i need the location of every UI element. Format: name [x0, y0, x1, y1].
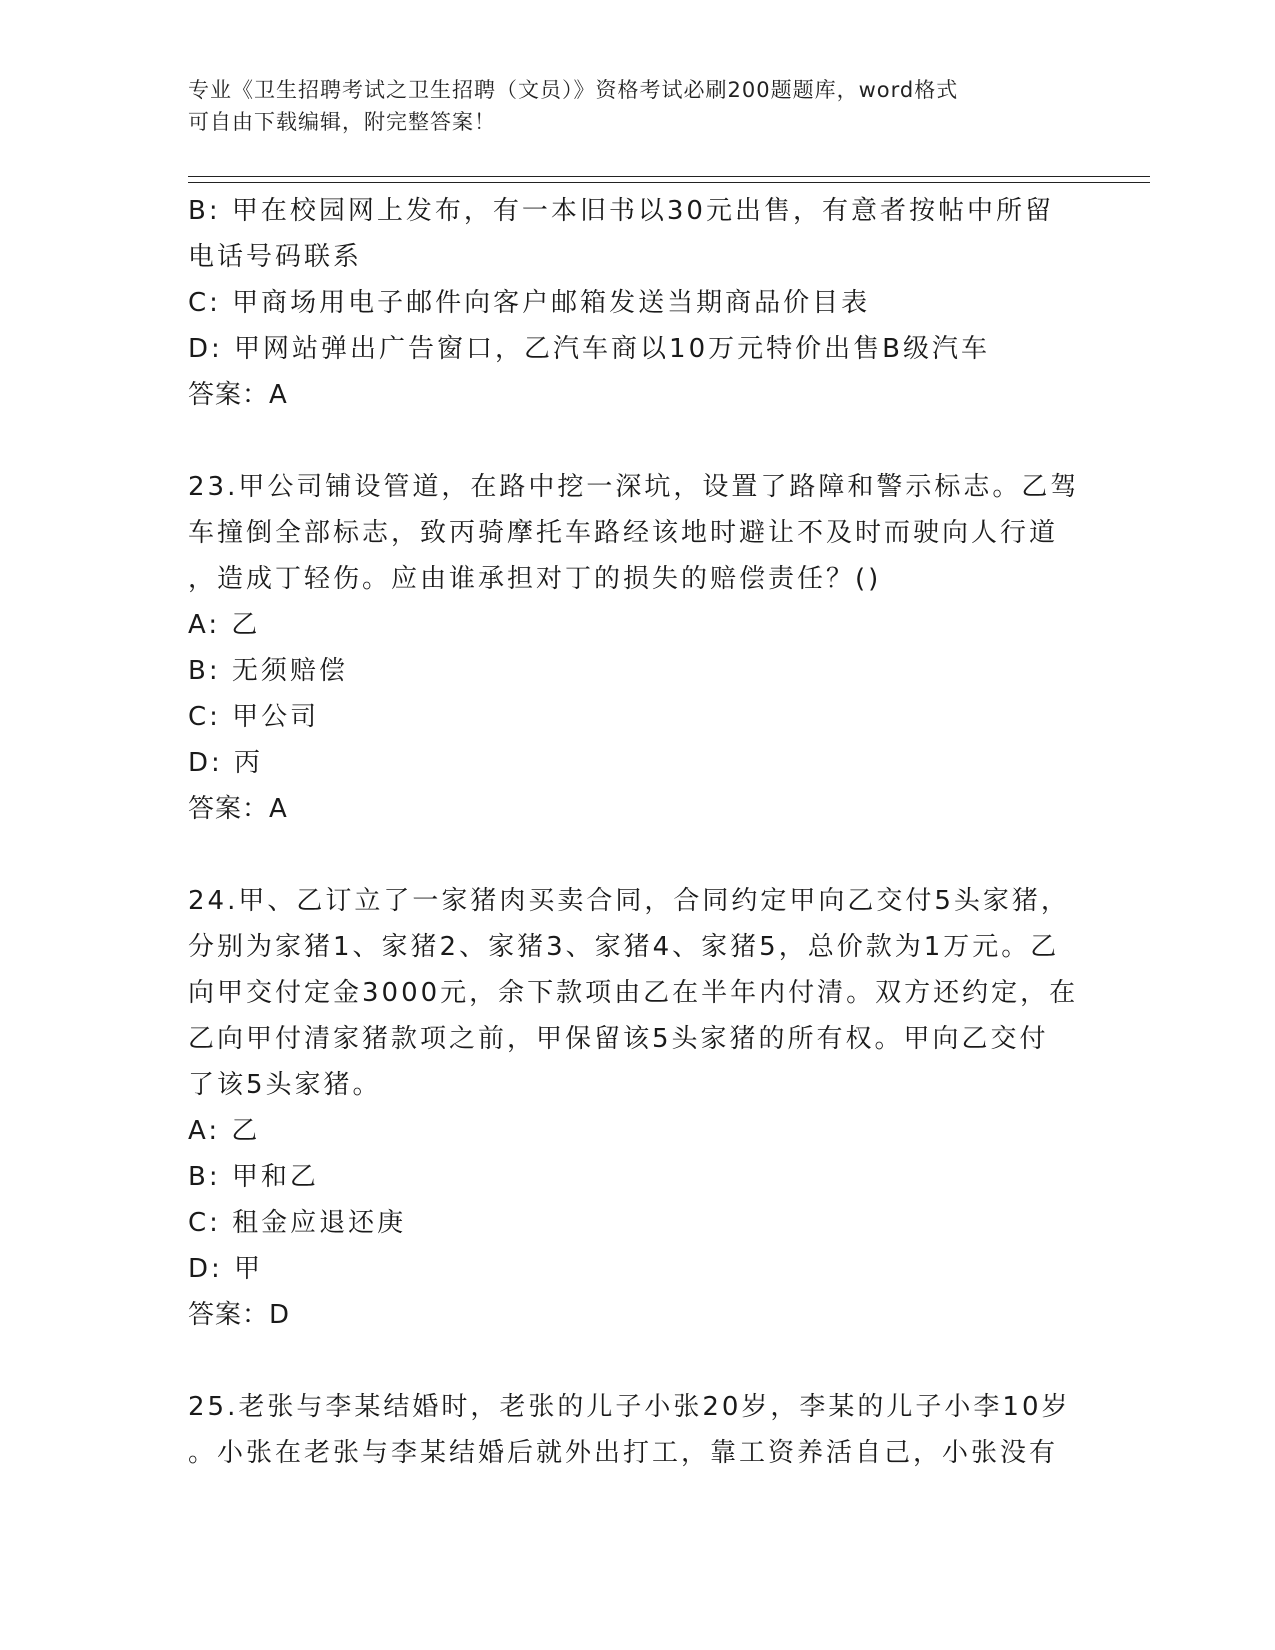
- question-text: 。小张在老张与李某结婚后就外出打工，靠工资养活自己，小张没有: [188, 1438, 1059, 1468]
- question-24: [188, 878, 1108, 1338]
- option-a: A: 乙: [188, 1116, 261, 1146]
- question-text: 乙向甲付清家猪款项之前，甲保留该5头家猪的所有权。甲向乙交付: [188, 1024, 1049, 1054]
- header-divider: [188, 176, 1150, 183]
- question-text: 分别为家猪1、家猪2、家猪3、家猪4、家猪5，总价款为1万元。乙: [188, 932, 1060, 962]
- question-22-continued: [188, 188, 1108, 418]
- option-b: B: 甲在校园网上发布，有一本旧书以30元出售，有意者按帖中所留: [188, 196, 1054, 226]
- question-23: [188, 464, 1108, 832]
- document-body: [188, 188, 1108, 1476]
- option-c: C: 甲公司: [188, 702, 320, 732]
- option-d: D: 丙: [188, 748, 264, 778]
- document-header: [188, 74, 1068, 138]
- option-a: A: 乙: [188, 610, 261, 640]
- option-b: B: 无须赔偿: [188, 656, 348, 686]
- option-c: C: 甲商场用电子邮件向客户邮箱发送当期商品价目表: [188, 288, 871, 318]
- question-text: 23.甲公司铺设管道，在路中挖一深坑，设置了路障和警示标志。乙驾: [188, 472, 1080, 502]
- header-title-line-2: 可自由下载编辑，附完整答案！: [188, 110, 496, 134]
- question-text: 车撞倒全部标志，致丙骑摩托车路经该地时避让不及时而驶向人行道: [188, 518, 1059, 548]
- question-25: [188, 1384, 1108, 1476]
- question-text: 24.甲、乙订立了一家猪肉买卖合同，合同约定甲向乙交付5头家猪，: [188, 886, 1070, 916]
- option-c: C: 租金应退还庚: [188, 1208, 407, 1238]
- question-text: ，造成丁轻伤。应由谁承担对丁的损失的赔偿责任？(): [188, 564, 882, 594]
- answer: 答案：D: [188, 1300, 291, 1330]
- option-b-continued: 电话号码联系: [188, 242, 363, 272]
- option-d: D: 甲网站弹出广告窗口，乙汽车商以10万元特价出售B级汽车: [188, 334, 990, 364]
- answer: 答案：A: [188, 794, 288, 824]
- header-title-line-1: 专业《卫生招聘考试之卫生招聘（文员）》资格考试必刷200题题库，word格式: [188, 78, 959, 102]
- question-text: 向甲交付定金3000元，余下款项由乙在半年内付清。双方还约定，在: [188, 978, 1079, 1008]
- question-text: 25.老张与李某结婚时，老张的儿子小张20岁，李某的儿子小李10岁: [188, 1392, 1071, 1422]
- option-d: D: 甲: [188, 1254, 264, 1284]
- answer: 答案：A: [188, 380, 288, 410]
- option-b: B: 甲和乙: [188, 1162, 319, 1192]
- question-text: 了该5头家猪。: [188, 1070, 382, 1100]
